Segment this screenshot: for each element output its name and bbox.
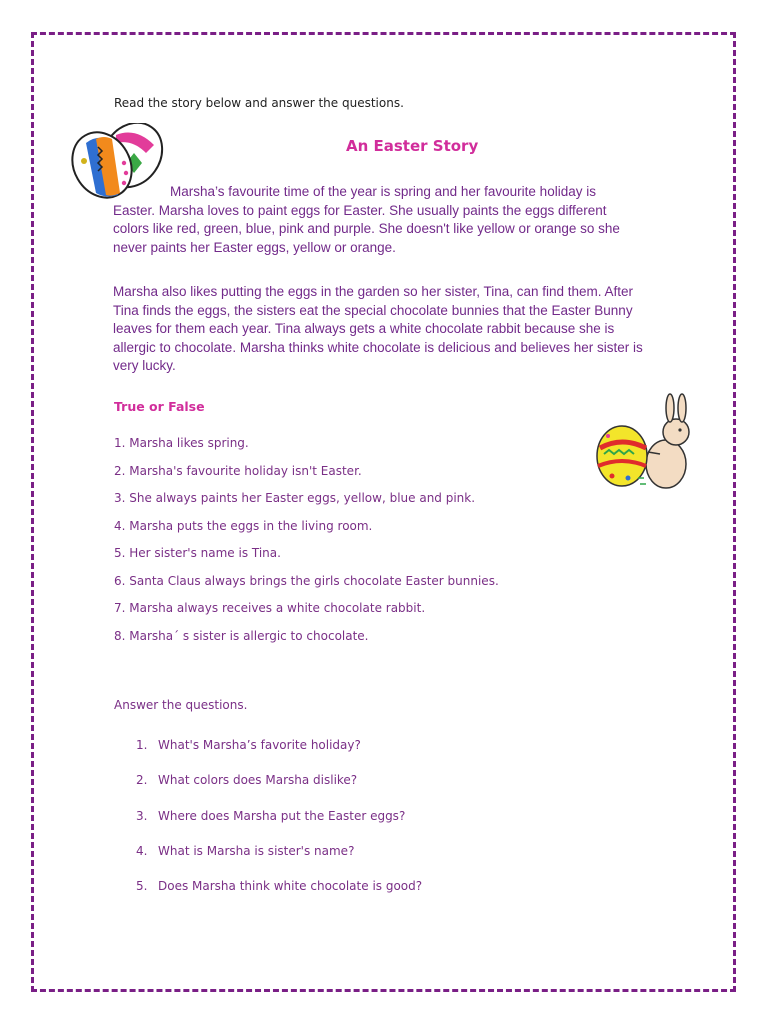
question-number: 1. xyxy=(136,738,148,752)
tf-item: 4. Marsha puts the eggs in the living room. xyxy=(114,519,373,533)
story-paragraph-1-text: Marsha’s favourite time of the year is spring and her favourite holiday is Easter. Marsha loves to paint eggs for Easter. She usually paints the eggs different colors like red, green, blue, pink and purple. She doesn't like yellow or orange so she never paints her Easter eggs, yellow or orange. xyxy=(113,184,620,255)
story-paragraph-2: Marsha also likes putting the eggs in the garden so her sister, Tina, can find them. After Tina finds the eggs, the sisters eat the special chocolate bunnies that the Easter Bunny leaves for them each year. Tina always gets a white chocolate rabbit because she is allergic to chocolate. Marsha thinks white chocolate is delicious and believes her sister is very lucky. xyxy=(113,284,643,373)
story-paragraph-1 xyxy=(113,183,623,257)
question-text: Where does Marsha put the Easter eggs? xyxy=(158,809,406,823)
tf-item: 6. Santa Claus always brings the girls chocolate Easter bunnies. xyxy=(114,574,499,588)
true-or-false-heading: True or False xyxy=(114,399,205,414)
question-text: Does Marsha think white chocolate is good? xyxy=(158,879,423,893)
story-title: An Easter Story xyxy=(346,137,479,155)
question-number: 4. xyxy=(136,844,148,858)
tf-item: 5. Her sister's name is Tina. xyxy=(114,546,281,560)
question-number: 5. xyxy=(136,879,148,893)
question-item xyxy=(136,773,357,787)
tf-item: 7. Marsha always receives a white chocolate rabbit. xyxy=(114,601,426,615)
tf-item: 2. Marsha's favourite holiday isn't Easter. xyxy=(114,464,362,478)
question-item xyxy=(136,844,354,858)
question-item xyxy=(136,738,361,752)
question-text: What is Marsha is sister's name? xyxy=(158,844,355,858)
question-text: What's Marsha’s favorite holiday? xyxy=(158,738,361,752)
question-number: 2. xyxy=(136,773,148,787)
question-text: What colors does Marsha dislike? xyxy=(158,773,358,787)
tf-item: 3. She always paints her Easter eggs, yellow, blue and pink. xyxy=(114,491,476,505)
answer-questions-heading: Answer the questions. xyxy=(114,698,248,712)
question-number: 3. xyxy=(136,809,148,823)
question-item xyxy=(136,879,422,893)
bunny-painting-egg-icon xyxy=(590,392,702,492)
tf-item: 1. Marsha likes spring. xyxy=(114,436,249,450)
tf-item: 8. Marsha´ s sister is allergic to chocolate. xyxy=(114,629,369,643)
question-item xyxy=(136,809,405,823)
instructions: Read the story below and answer the questions. xyxy=(114,96,404,110)
